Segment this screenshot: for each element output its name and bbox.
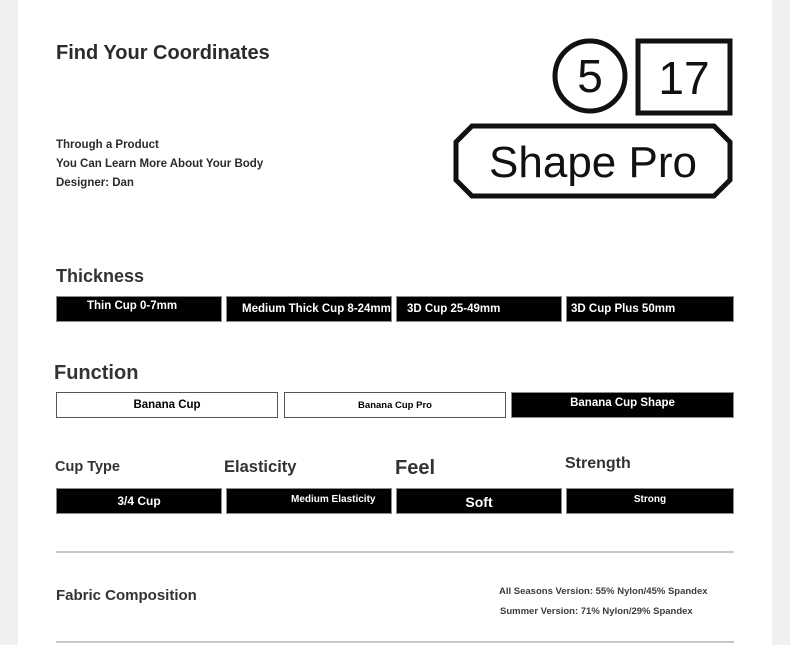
strength-value (566, 488, 734, 514)
cup-type-value-label: 3/4 Cup (117, 494, 161, 508)
thickness-option-medium-label: Medium Thick Cup 8-24mm (242, 303, 391, 315)
function-option-banana-cup-pro-label: Banana Cup Pro (358, 399, 432, 411)
function-option-banana-cup-shape-label: Banana Cup Shape (570, 397, 675, 409)
thickness-option-3d-plus (566, 296, 734, 322)
fabric-all-seasons: All Seasons Version: 55% Nylon/45% Spandex (499, 586, 708, 597)
intro-line-2: You Can Learn More About Your Body (56, 158, 264, 170)
intro-line-1: Through a Product (56, 139, 159, 151)
logo-brand-name: Shape Pro (489, 138, 697, 187)
feel-label: Feel (395, 457, 436, 479)
elasticity-value-label: Medium Elasticity (291, 494, 376, 505)
strength-label: Strength (565, 455, 631, 472)
fabric-summer: Summer Version: 71% Nylon/29% Spandex (500, 606, 693, 617)
elasticity-value (226, 488, 392, 514)
feel-value (396, 488, 562, 514)
elasticity-label: Elasticity (224, 458, 297, 476)
logo-number-5: 5 (577, 50, 603, 102)
function-label: Function (54, 362, 139, 384)
function-option-banana-cup-label: Banana Cup (133, 399, 201, 411)
function-option-banana-cup-pro (284, 392, 506, 418)
thickness-option-3d-label: 3D Cup 25-49mm (407, 303, 501, 315)
divider-bottom (56, 641, 734, 643)
thickness-option-thin-label: Thin Cup 0-7mm (87, 300, 178, 312)
cup-type-value (56, 488, 222, 514)
thickness-label: Thickness (56, 266, 145, 286)
fabric-composition-label: Fabric Composition (56, 587, 197, 604)
function-option-banana-cup (56, 392, 278, 418)
cup-type-label: Cup Type (55, 459, 120, 475)
function-option-banana-cup-shape (511, 392, 734, 418)
divider-top (56, 551, 734, 553)
brand-logo (452, 36, 736, 200)
page-title: Find Your Coordinates (56, 42, 270, 64)
logo-number-17: 17 (658, 52, 710, 104)
feel-value-label: Soft (465, 494, 493, 510)
thickness-option-thin (56, 296, 222, 322)
thickness-option-3d-plus-label: 3D Cup Plus 50mm (571, 303, 676, 315)
designer-line: Designer: Dan (56, 177, 134, 189)
thickness-option-3d (396, 296, 562, 322)
thickness-option-medium (226, 296, 392, 322)
spec-sheet (18, 0, 772, 645)
strength-value-label: Strong (633, 494, 667, 505)
